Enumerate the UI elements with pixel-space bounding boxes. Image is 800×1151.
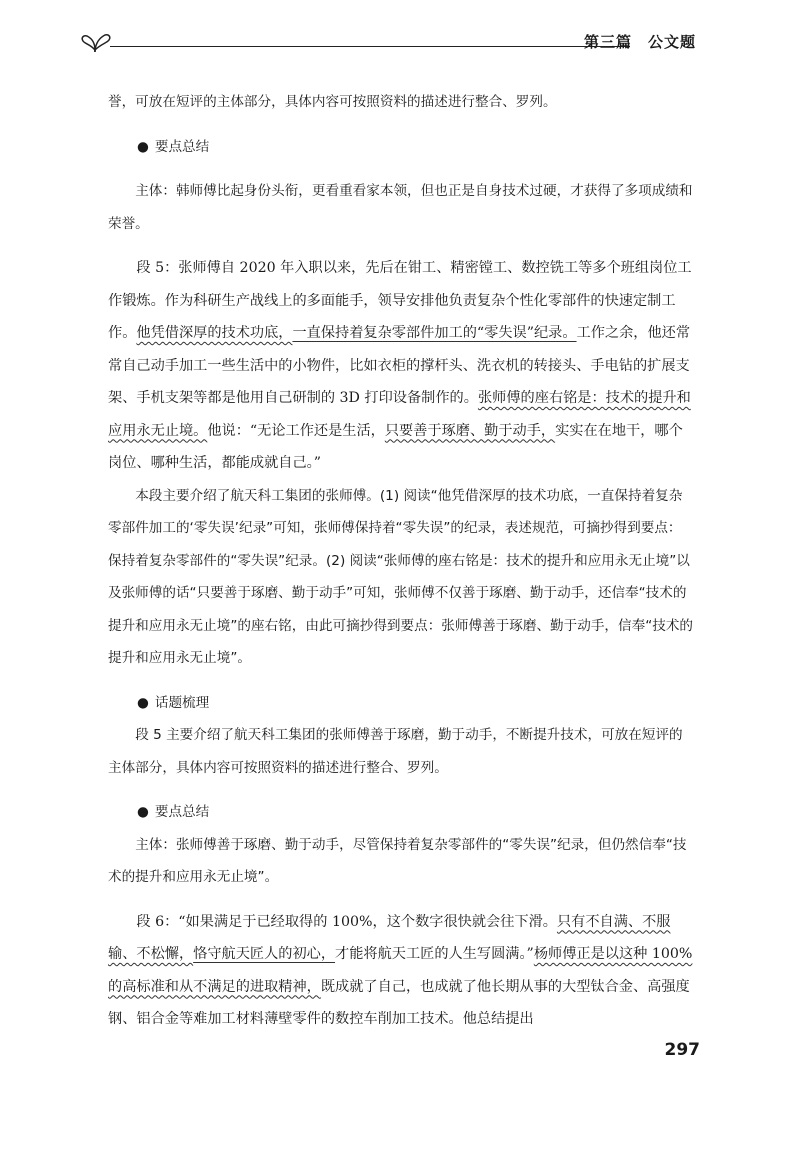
source-paragraph-5: 段 5：张师傅自 2020 年入职以来，先后在钳工、精密镗工、数控铣工等多个班组岗位工作锻炼。作为科研生产战线上的多面能手，领导安排他负责复杂个性化零部件的快速定制工作。他凭借深厚的技术功底，一直保持着复杂零部件加工的“零失误”纪录。工作之余，他还常常自己动手加工一些生活中的小物件，比如衣柜的撑杆头、洗衣机的转接头、手电钻的扩展支架、手机支架等都是他用自己研制的 3D 打印设备制作的。张师傅的座右铭是：技术的提升和应用永无止境。他说：“无论工作还是生活，只要善于琢磨、勤于动手，实实在在地干，哪个岗位、哪种生活，都能成就自己。” bbox=[108, 260, 692, 471]
bullet-dot-icon: ● bbox=[137, 804, 149, 820]
key-points-body-2: 主体：张师傅善于琢磨、勤于动手，尽管保持着复杂零部件的“零失误”纪录，但仍然信奉“技术的提升和应用永无止境”。 bbox=[108, 836, 687, 885]
running-header bbox=[80, 28, 710, 58]
paragraph-continuation: 誉，可放在短评的主体部分，具体内容可按照资料的描述进行整合、罗列。 bbox=[108, 94, 557, 110]
analysis-paragraph: 本段主要介绍了航天科工集团的张师傅。(1) 阅读“他凭借深厚的技术功底，一直保持着复杂零部件加工的‘零失误’纪录”可知，张师傅保持着“零失误”的纪录，表述规范，可摘抄得到要点：保持着复杂零部件的“零失误”纪录。(2) 阅读“张师傅的座右铭是：技术的提升和应用永无止境”以及张师傅的话“只要善于琢磨、勤于动手”可知，张师傅不仅善于琢磨、勤于动手，还信奉“技术的提升和应用永无止境”的座右铭，由此可摘抄得到要点：张师傅善于琢磨、勤于动手，信奉“技术的提升和应用永无止境”。 bbox=[108, 487, 694, 666]
underline-wavy: 杨师傅正是以这种 100% 的高标准和从不满足的进取精神， bbox=[108, 946, 693, 995]
underline-straight: 一直保持着复杂零部件加工的“零失误”纪录。 bbox=[292, 325, 577, 341]
header-section: 第三篇 bbox=[583, 33, 632, 51]
underline-wavy: 他凭借深厚的技术功底， bbox=[136, 325, 293, 341]
underline-wavy: 只要善于琢磨、勤于动手， bbox=[384, 422, 556, 439]
header-rule bbox=[110, 46, 630, 47]
page-content bbox=[108, 86, 694, 1036]
underline-wavy: 只有不自满、不服输、不松懈， bbox=[108, 913, 671, 962]
header-topic: 公文题 bbox=[647, 33, 696, 51]
bullet-dot-icon: ● bbox=[137, 138, 149, 155]
sprout-leaf-icon bbox=[80, 30, 112, 52]
page-number: 297 bbox=[664, 1040, 700, 1060]
topic-body: 段 5 主要介绍了航天科工集团的张师傅善于琢磨，勤于动手，不断提升技术，可放在短评的主体部分，具体内容可按照资料的描述进行整合、罗列。 bbox=[108, 727, 683, 776]
header-title bbox=[584, 31, 696, 52]
underline-wavy: 张师傅的座右铭是：技术的提升和应用永无止境。 bbox=[108, 390, 691, 439]
source-paragraph-6: 段 6：“如果满足于已经取得的 100%，这个数字很快就会往下滑。只有不自满、不服输、不松懈，恪守航天匠人的初心，才能将航天工匠的人生写圆满。”杨师傅正是以这种 100% 的高标准和从不满足的进取精神，既成就了自己，也成就了他长期从事的大型钛合金、高强度钢、铝合金等难加工材料薄壁零件的数控车削加工技术。他总结提出 bbox=[108, 913, 693, 1027]
topic-heading: ● 话题梳理 bbox=[137, 694, 210, 711]
key-points-body: 主体：韩师傅比起身份头衔，更看重看家本领，但也正是自身技术过硬，才获得了多项成绩和荣誉。 bbox=[108, 183, 693, 232]
key-points-heading-2: ● 要点总结 bbox=[137, 804, 210, 820]
bullet-dot-icon: ● bbox=[137, 694, 149, 711]
key-points-heading: ● 要点总结 bbox=[137, 138, 210, 155]
underline-straight: 恪守航天匠人的初心， bbox=[193, 946, 336, 962]
